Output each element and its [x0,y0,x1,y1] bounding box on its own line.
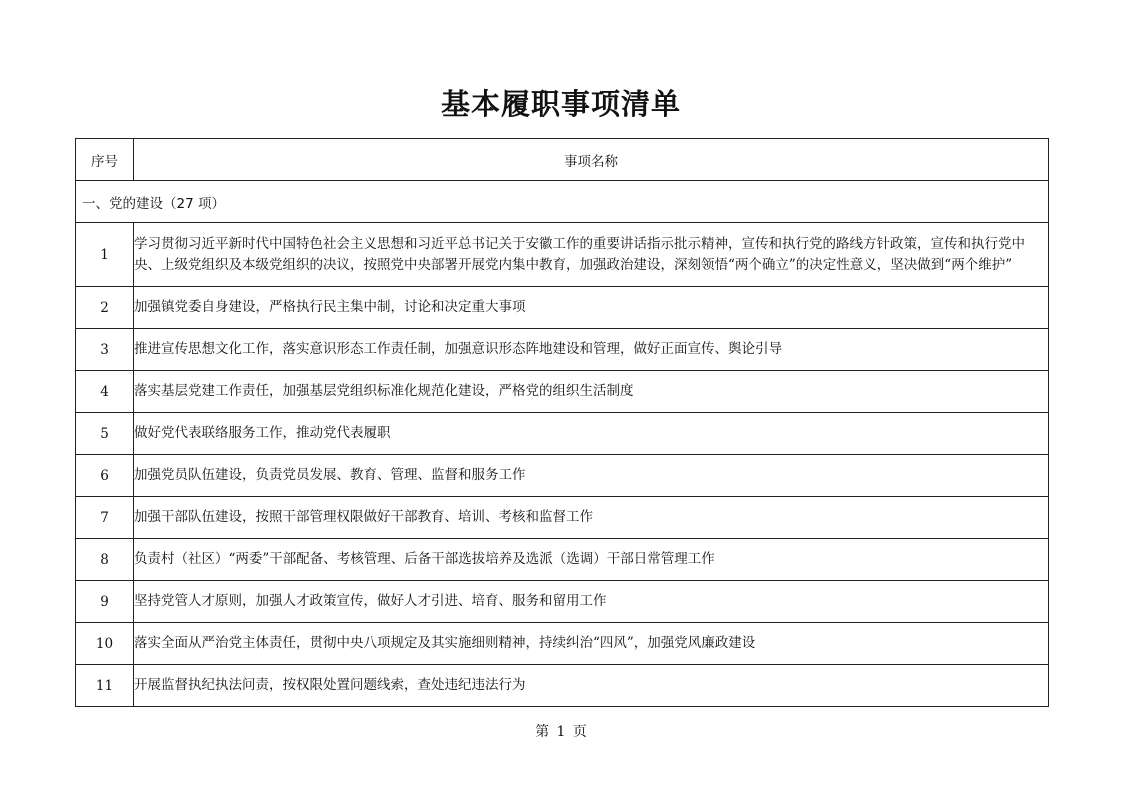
row-text: 落实基层党建工作责任，加强基层党组织标准化规范化建设，严格党的组织生活制度 [134,371,1049,413]
row-text: 坚持党管人才原则，加强人才政策宣传，做好人才引进、培育、服务和留用工作 [134,581,1049,623]
row-number: 8 [76,539,134,581]
row-number: 9 [76,581,134,623]
row-number: 2 [76,287,134,329]
table-row [76,371,1049,413]
header-item-name: 事项名称 [134,139,1049,181]
row-number: 3 [76,329,134,371]
row-text: 学习贯彻习近平新时代中国特色社会主义思想和习近平总书记关于安徽工作的重要讲话指示批示精神，宣传和执行党的路线方针政策，宣传和执行党中央、上级党组织及本级党组织的决议，按照党中央部署开展党内集中教育，加强政治建设，深刻领悟“两个确立”的决定性意义，坚决做到“两个维护” [134,223,1049,287]
page-title: 基本履职事项清单 [440,87,681,121]
row-text: 做好党代表联络服务工作，推动党代表履职 [134,413,1049,455]
row-number: 5 [76,413,134,455]
table-row [76,455,1049,497]
row-number: 6 [76,455,134,497]
table-row [76,665,1049,707]
row-text: 加强干部队伍建设，按照干部管理权限做好干部教育、培训、考核和监督工作 [134,497,1049,539]
row-number: 10 [76,623,134,665]
table-row [76,287,1049,329]
row-text: 开展监督执纪执法问责，按权限处置问题线索，查处违纪违法行为 [134,665,1049,707]
row-number: 11 [76,665,134,707]
header-serial-number: 序号 [76,139,134,181]
table-header-row [76,139,1049,181]
row-text: 负责村（社区）“两委”干部配备、考核管理、后备干部选拔培养及选派（选调）干部日常管理工作 [134,539,1049,581]
row-text: 加强镇党委自身建设，严格执行民主集中制，讨论和决定重大事项 [134,287,1049,329]
duty-table [75,138,1049,707]
row-number: 1 [76,223,134,287]
row-number: 7 [76,497,134,539]
row-text: 推进宣传思想文化工作，落实意识形态工作责任制，加强意识形态阵地建设和管理，做好正面宣传、舆论引导 [134,329,1049,371]
row-number: 4 [76,371,134,413]
table-row [76,223,1049,287]
section-row [76,181,1049,223]
table-row [76,539,1049,581]
table-row [76,497,1049,539]
row-text: 加强党员队伍建设，负责党员发展、教育、管理、监督和服务工作 [134,455,1049,497]
table-row [76,413,1049,455]
table-row [76,623,1049,665]
table-row [76,329,1049,371]
table-row [76,581,1049,623]
row-text: 落实全面从严治党主体责任，贯彻中央八项规定及其实施细则精神，持续纠治“四风”，加强党风廉政建设 [134,623,1049,665]
page-number: 第 1 页 [535,724,587,740]
section-title: 一、党的建设（27 项） [76,181,1049,223]
